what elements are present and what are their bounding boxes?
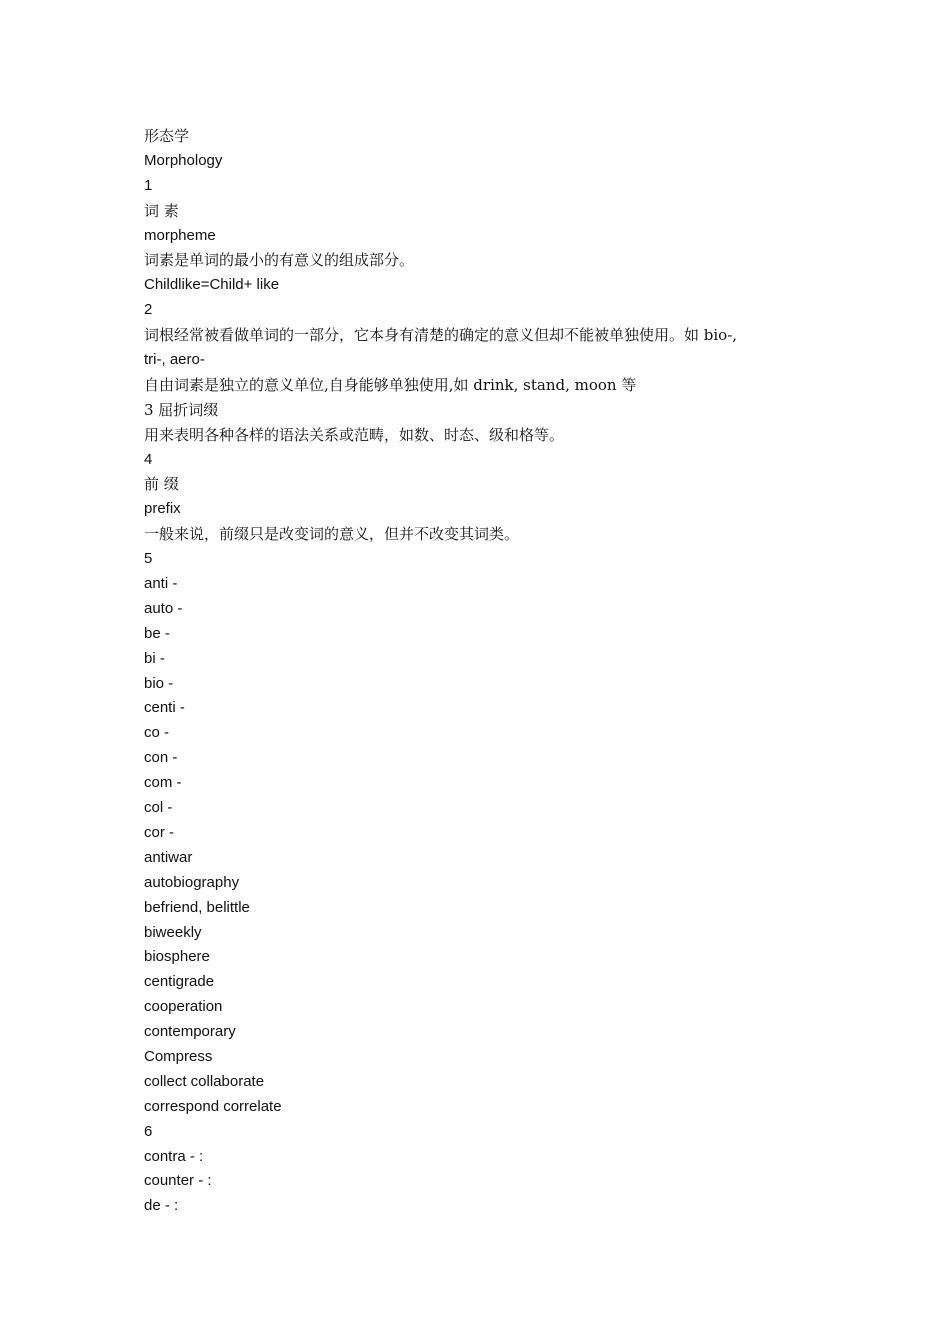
heading-cn: 形态学 bbox=[144, 127, 190, 145]
example-text: tri-, aero- bbox=[144, 351, 205, 369]
section-number: 1 bbox=[144, 176, 153, 194]
prefix-item: auto - bbox=[144, 599, 183, 617]
definition-text: 词素是单词的最小的有意义的组成部分。 bbox=[144, 251, 415, 270]
example-word: contemporary bbox=[144, 1023, 236, 1041]
prefix-item: co - bbox=[144, 724, 170, 742]
example-word: antiwar bbox=[144, 848, 193, 866]
prefix-item: com - bbox=[144, 774, 182, 792]
prefix-item: be - bbox=[144, 624, 170, 642]
example-word: correspond correlate bbox=[144, 1097, 282, 1115]
prefix-item: con - bbox=[144, 749, 178, 767]
example-word: Compress bbox=[144, 1047, 213, 1065]
prefix-item: bi - bbox=[144, 649, 165, 667]
prefix-item: bio - bbox=[144, 674, 174, 692]
prefix-item: contra - : bbox=[144, 1147, 204, 1165]
example-word: centigrade bbox=[144, 973, 215, 991]
definition-text: 自由词素是独立的意义单位,自身能够单独使用,如 drink, stand, moon 等 bbox=[144, 375, 637, 394]
section-number: 2 bbox=[144, 301, 153, 319]
example-text: Childlike=Child+ like bbox=[144, 276, 280, 294]
prefix-item: cor - bbox=[144, 823, 174, 841]
example-word: befriend, belittle bbox=[144, 898, 250, 916]
term-cn: 前 缀 bbox=[144, 475, 179, 494]
document-body bbox=[144, 124, 814, 1219]
definition-text: 词根经常被看做单词的一部分，它本身有清楚的确定的意义但却不能被单独使用。如 bio-, bbox=[144, 326, 738, 345]
prefix-item: centi - bbox=[144, 699, 185, 717]
example-word: collect collaborate bbox=[144, 1072, 265, 1090]
prefix-item: anti - bbox=[144, 575, 178, 593]
section-heading: 3 屈折词缀 bbox=[144, 400, 219, 419]
definition-text: 用来表明各种各样的语法关系或范畴，如数、时态、级和格等。 bbox=[144, 425, 565, 444]
definition-text: 一般来说，前缀只是改变词的意义，但并不改变其词类。 bbox=[144, 525, 520, 544]
section-number: 5 bbox=[144, 550, 153, 568]
term-cn: 词 素 bbox=[144, 201, 179, 220]
example-word: biosphere bbox=[144, 948, 210, 966]
section-number: 4 bbox=[144, 450, 153, 468]
term-en: morpheme bbox=[144, 226, 216, 244]
term-en: prefix bbox=[144, 500, 181, 518]
example-word: cooperation bbox=[144, 998, 223, 1016]
example-word: autobiography bbox=[144, 873, 240, 891]
section-number: 6 bbox=[144, 1122, 153, 1140]
prefix-item: de - : bbox=[144, 1197, 179, 1215]
heading-en: Morphology bbox=[144, 151, 223, 169]
example-word: biweekly bbox=[144, 923, 202, 941]
prefix-item: col - bbox=[144, 799, 173, 817]
prefix-item: counter - : bbox=[144, 1172, 212, 1190]
